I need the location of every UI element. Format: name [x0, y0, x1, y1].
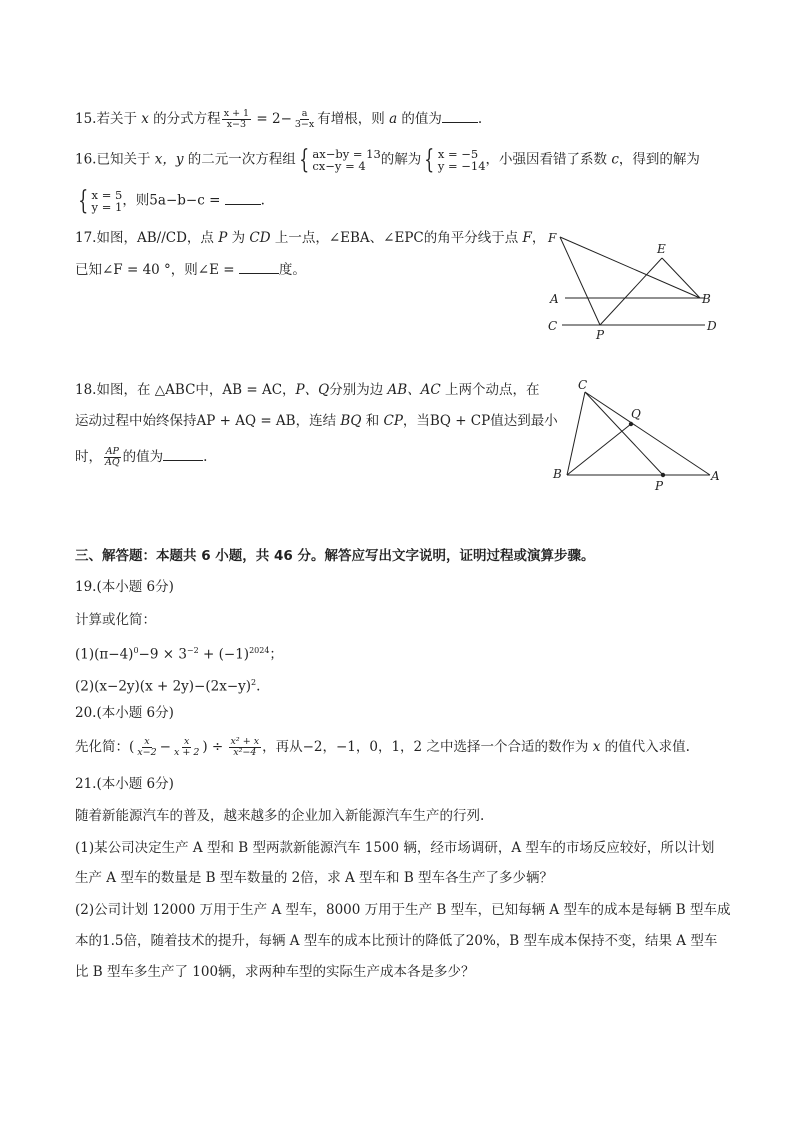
q16-var-c: c — [611, 151, 619, 168]
q20-minus: − — [159, 739, 171, 755]
q18-answer-blank[interactable] — [163, 446, 203, 461]
label-f: F — [548, 231, 557, 245]
q19-p1-b: −9 × 3 — [138, 646, 187, 663]
q17-figure — [540, 225, 730, 345]
segment-fp — [560, 237, 600, 325]
question-17-line-2 — [75, 259, 306, 280]
q19-part-2 — [75, 673, 260, 697]
q16-sys3-row1: x = 5 — [91, 188, 123, 202]
q15-text-post2: 的值为 — [397, 111, 442, 127]
q17-l2-pre: 已知∠F = 40 °，则∠E = — [75, 262, 239, 278]
segment-fb — [560, 237, 700, 298]
q16-text-post2: ，得到的解为 — [618, 151, 700, 168]
q19-heading: 19.(本小题 6分) — [75, 579, 174, 595]
q19-p1-exp1: −2 — [186, 646, 199, 655]
segment-cp — [585, 392, 663, 475]
q16-text-mid: 的二元一次方程组 — [183, 151, 296, 168]
q18-l2-end: ，当BQ + CP值达到最小 — [402, 413, 558, 429]
q16-text-post: ，小强因看错了系数 — [485, 151, 612, 168]
q20-close: ) ÷ — [202, 739, 228, 755]
q17-l1-mid2: 上一点，∠EBA、∠EPC的角平分线于点 — [270, 230, 523, 246]
q21-p1-line-2: 生产 A 型车的数量是 B 型车数量的 2倍，求 A 型车和 B 型车各生产了多少辆？ — [75, 870, 554, 886]
q20-frac3-den: x²−4 — [233, 747, 257, 758]
question-15 — [75, 108, 482, 130]
q21-p2-line-3: 比 B 型车多生产了 100辆，求两种车型的实际生产成本各是多少？ — [75, 964, 475, 980]
side-ca — [585, 392, 710, 475]
label-a: A — [550, 292, 559, 306]
q17-var-p: P — [218, 230, 228, 246]
question-17 — [75, 228, 545, 248]
question-18-line-2 — [75, 411, 558, 431]
q21-p2-line-1: (2)公司计划 12000 万用于生产 A 型车，8000 万用于生产 B 型车，已知每辆 A 型车的成本是每辆 B 型车成 — [75, 902, 731, 918]
label-b: B — [702, 292, 711, 306]
q15-frac1-den: x−3 — [226, 119, 247, 130]
q20-heading: 20.(本小题 6分) — [75, 705, 174, 721]
question-16 — [75, 147, 700, 173]
q18-l1-end: 上两个动点，在 — [440, 382, 540, 398]
q16-brace-icon: { — [424, 145, 435, 175]
q19-p1-c: + (−1) — [198, 646, 250, 663]
q16-vars: x，y — [154, 151, 184, 168]
question-18-line-3 — [75, 446, 207, 468]
q21-intro: 随着新能源汽车的普及，越来越多的企业加入新能源汽车生产的行列. — [75, 808, 485, 824]
label-p: P — [596, 328, 605, 342]
q20-frac1-den: x−2 — [137, 747, 157, 758]
q21-heading: 21.(本小题 6分) — [75, 776, 174, 792]
q19-p2-b: . — [256, 678, 261, 695]
segment-eb — [662, 258, 700, 298]
q15-text-post1: 有增根，则 — [317, 111, 390, 127]
q17-var-f: F — [522, 230, 532, 246]
label-q: Q — [631, 407, 641, 421]
q15-frac2-den: 3−x — [294, 119, 315, 130]
q15-frac2-num: a — [301, 108, 308, 119]
point-q — [629, 422, 633, 426]
q16-brace-icon: { — [299, 145, 310, 175]
question-16-line-2 — [75, 188, 265, 214]
q19-intro: 计算或化简： — [75, 612, 156, 628]
q16-system-3 — [75, 188, 122, 214]
q19-p1-exp0: 0 — [133, 646, 139, 655]
q18-l3-end: . — [203, 449, 208, 465]
q18-var-cp: CP — [383, 413, 403, 429]
q16-sys2-row1: x = −5 — [437, 147, 479, 161]
q18-l3-mid: 的值为 — [122, 449, 164, 465]
q20-fraction-2 — [172, 737, 201, 758]
question-18 — [75, 380, 540, 400]
q20-end: 的值代入求值. — [600, 739, 690, 755]
q16-text-pre: 16.已知关于 — [75, 151, 155, 168]
q15-frac1-num: x + 1 — [223, 108, 250, 119]
q18-frac-num: AP — [105, 446, 119, 457]
q21-p1-line-1: (1)某公司决定生产 A 型和 B 型两款新能源汽车 1500 辆，经市场调研，A 型车的市场反应较好，所以计划 — [75, 840, 715, 856]
q20-frac3-num: x² + x — [230, 736, 260, 747]
q20-frac1-num: x — [144, 736, 150, 747]
q16-sys2-row2: y = −14 — [437, 159, 486, 173]
q18-l1-pre: 18.如图，在 △ABC中，AB = AC， — [75, 382, 296, 398]
q18-fraction — [103, 447, 122, 468]
point-p — [661, 473, 665, 477]
q18-l3-pre: 时， — [75, 449, 102, 465]
q20-body — [75, 737, 690, 758]
q20-fraction-1 — [135, 737, 158, 758]
q16-sys3-row2: y = 1 — [91, 200, 123, 214]
q16-sys1-row2: cx−y = 4 — [312, 159, 366, 173]
label-c: C — [578, 378, 588, 392]
q15-eq: = 2− — [252, 111, 292, 127]
q19-p2-exp: 2 — [251, 678, 257, 687]
q18-var-abac: AB、AC — [387, 382, 441, 398]
q17-l2-end: 度。 — [278, 262, 306, 278]
q21-p2-line-2: 本的1.5倍，随着技术的提升，每辆 A 型车的成本比预计的降低了20%，B 型车成本保持不变，结果 A 型车 — [75, 933, 718, 949]
q19-part-1 — [75, 641, 283, 665]
q18-l2-pre: 运动过程中始终保持AP + AQ = AB，连结 — [75, 413, 341, 429]
q18-l2-mid: 和 — [361, 413, 384, 429]
label-e: E — [657, 242, 666, 256]
q18-figure — [545, 378, 730, 493]
q16-sys1-row1: ax−by = 13 — [312, 147, 381, 161]
q20-frac2-num: x — [183, 736, 190, 747]
q18-var-pq: P、Q — [295, 382, 330, 398]
q15-text-mid: 的分式方程 — [148, 111, 221, 127]
section-3-heading: 三、解答题：本题共 6 小题，共 46 分。解答应写出文字说明，证明过程或演算步骤。 — [75, 548, 595, 564]
q16-line2-text: ，则5a−b−c = — [122, 192, 225, 209]
q15-fraction-1 — [222, 109, 251, 130]
q15-var-a: a — [389, 111, 398, 127]
label-b: B — [553, 467, 562, 481]
q19-p1-d: ； — [269, 646, 283, 663]
q16-answer-blank[interactable] — [225, 190, 261, 205]
q17-l1-pre: 17.如图，AB//CD，点 — [75, 230, 219, 246]
q16-text-mid2: 的解为 — [380, 151, 422, 168]
q15-var-x: x — [141, 111, 149, 127]
q17-l1-end: ， — [531, 230, 546, 246]
q17-var-cd: CD — [249, 230, 271, 246]
label-a: A — [711, 469, 720, 483]
q17-l1-mid: 为 — [227, 230, 250, 246]
q19-p1-exp2: 2024 — [249, 646, 270, 655]
q15-answer-blank[interactable] — [442, 108, 478, 123]
q18-frac-den: AQ — [105, 457, 120, 468]
q18-var-bq: BQ — [340, 413, 362, 429]
label-c: C — [548, 319, 558, 333]
q20-fraction-3 — [229, 737, 262, 758]
label-p: P — [655, 479, 664, 493]
q20-post: ，再从−2，−1，0，1，2 之中选择一个合适的数作为 — [262, 739, 593, 755]
q16-brace-icon: { — [78, 186, 89, 216]
q19-p2-a: (2)(x−2y)(x + 2y)−(2x−y) — [75, 678, 252, 695]
q20-pre: 先化简：( — [75, 739, 135, 755]
q15-fraction-2 — [293, 109, 316, 130]
q18-l1-mid: 分别为边 — [329, 382, 388, 398]
q15-end: . — [477, 111, 483, 127]
q19-p1-a: (1)(π−4) — [75, 646, 134, 663]
q15-text-pre: 15.若关于 — [75, 111, 142, 127]
q17-answer-blank[interactable] — [239, 259, 279, 274]
q16-system-1 — [296, 147, 381, 173]
q20-var-x: x — [592, 739, 601, 755]
q16-end: . — [260, 192, 265, 209]
label-d: D — [707, 319, 717, 333]
q16-system-2 — [421, 147, 485, 173]
q20-frac2-den: x + 2 — [173, 747, 200, 758]
